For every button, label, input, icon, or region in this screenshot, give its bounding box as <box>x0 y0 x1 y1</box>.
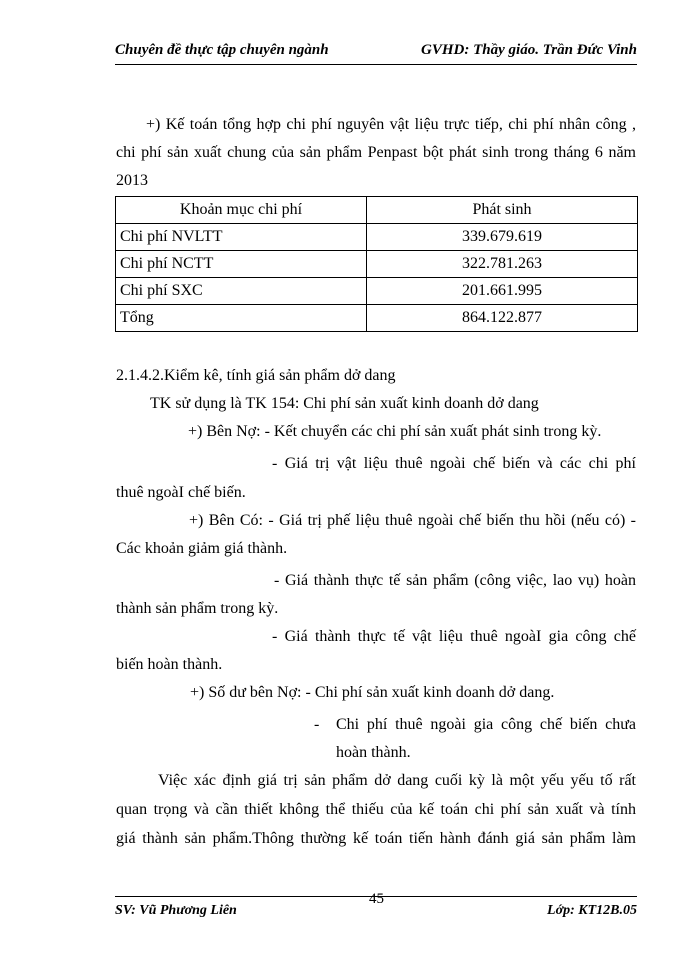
gia-tri-line-2: thuê ngoàI chế biến. <box>116 484 246 501</box>
table-row <box>116 224 638 251</box>
paragraph-line-3: giá thành sản phẩm.Thông thường kế toán tiến hành đánh giá sản phẩm làm <box>116 830 636 847</box>
footer-class: Lớp: KT12B.05 <box>547 903 637 918</box>
table-header-row <box>116 197 638 224</box>
table-cell-name: Chi phí SXC <box>116 278 367 305</box>
table-row <box>116 278 638 305</box>
gia-tri-line-1: - Giá trị vật liệu thuê ngoài chế biến và các chi phí <box>272 455 636 472</box>
table-cell-value: 864.122.877 <box>367 305 638 332</box>
header-title: Chuyên đề thực tập chuyên ngành <box>115 42 329 58</box>
table-cell-name: Chi phí NVLTT <box>116 224 367 251</box>
section-heading: 2.1.4.2.Kiểm kê, tính giá sản phẩm dở dang <box>116 367 396 384</box>
table-cell-value: 339.679.619 <box>367 224 638 251</box>
dash-bullet: - <box>314 716 320 733</box>
table-cell-name: Tổng <box>116 305 367 332</box>
ben-co-line-2: Các khoản giảm giá thành. <box>116 540 288 557</box>
chi-phi-line-2: hoàn thành. <box>336 744 411 761</box>
footer-student: SV: Vũ Phương Liên <box>115 903 237 918</box>
tk-line: TK sử dụng là TK 154: Chi phí sản xuất kinh doanh dở dang <box>150 395 539 412</box>
page-footer <box>115 891 637 921</box>
table-cell-value: 201.661.995 <box>367 278 638 305</box>
gia-thanh-2-line-2: biến hoàn thành. <box>116 656 223 673</box>
paragraph-line-1: Việc xác định giá trị sản phẩm dở dang cuối kỳ là một yếu yếu tố rất <box>158 772 636 789</box>
table-cell-name: Chi phí NCTT <box>116 251 367 278</box>
intro-line-3: 2013 <box>116 172 148 189</box>
table-cell-value: 322.781.263 <box>367 251 638 278</box>
intro-line-2: chi phí sản xuất chung của sản phẩm Penpast bột phát sinh trong tháng 6 năm <box>116 144 636 161</box>
cost-table <box>115 196 638 332</box>
paragraph-line-2: quan trọng và cần thiết không thể thiếu của kế toán chi phí sản xuất và tính <box>116 801 636 818</box>
ben-co-line-1: +) Bên Có: - Giá trị phế liệu thuê ngoài chế biến thu hồi (nếu có) - <box>189 512 636 529</box>
gia-thanh-1-line-1: - Giá thành thực tế sản phẩm (công việc, lao vụ) hoàn <box>274 572 636 589</box>
so-du-line: +) Số dư bên Nợ: - Chi phí sản xuất kinh doanh dở dang. <box>190 684 555 701</box>
chi-phi-line-1: Chi phí thuê ngoài gia công chế biến chưa <box>336 716 636 733</box>
table-row <box>116 305 638 332</box>
header-supervisor: GVHD: Thầy giáo. Trần Đức Vinh <box>421 42 637 58</box>
gia-thanh-2-line-1: - Giá thành thực tế vật liệu thuê ngoàI gia công chế <box>272 628 636 645</box>
table-header-cell: Khoản mục chi phí <box>116 197 367 224</box>
intro-line-1: +) Kế toán tổng hợp chi phí nguyên vật liệu trực tiếp, chi phí nhân công , <box>146 116 636 133</box>
table-row <box>116 251 638 278</box>
gia-thanh-1-line-2: thành sản phẩm trong kỳ. <box>116 600 279 617</box>
table-header-cell: Phát sinh <box>367 197 638 224</box>
page-number: 45 <box>369 891 384 907</box>
page-header <box>115 40 637 65</box>
ben-no-line: +) Bên Nợ: - Kết chuyển các chi phí sản xuất phát sinh trong kỳ. <box>188 423 602 440</box>
